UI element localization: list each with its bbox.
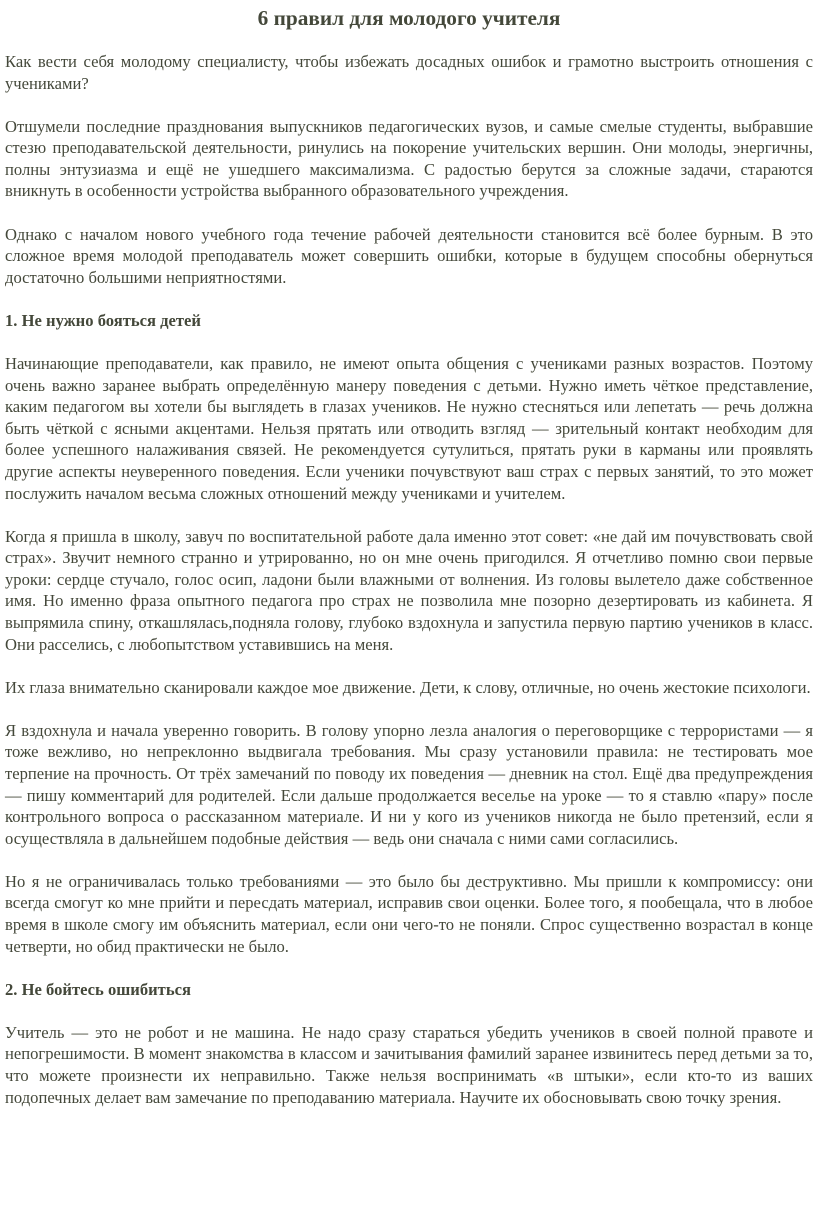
paragraph: Однако с началом нового учебного года течение рабочей деятельности становится всё более бурным. В это сложное время молодой преподаватель может совершить ошибки, которые в будущем способны обернуться достаточно большими неприятностями. xyxy=(5,224,813,287)
paragraph: Я вздохнула и начала уверенно говорить. В голову упорно лезла аналогия о переговорщике с террористами — я тоже вежливо, но непреклонно выдвигала требования. Мы сразу установили правила: не тестировать мое терпение на прочность. От трёх замечаний по поводу их поведения — дневник на стол. Ещё два предупреждения — пишу комментарий для родителей. Если дальше продолжается веселье на уроке — то я ставлю «пару» после контрольного вопроса о рассказанном материале. И ни у кого из учеников никогда не было претензий, если я осуществляла в дальнейшем подобные действия — ведь они сначала с ними сами согласились. xyxy=(5,720,813,848)
section-heading: 1. Не нужно бояться детей xyxy=(5,310,201,330)
paragraph: Когда я пришла в школу, завуч по воспитательной работе дала именно этот совет: «не дай им почувствовать свой страх». Звучит немного странно и утрированно, но он мне очень пригодился. Я отчетливо помню свои первые уроки: сердце стучало, голос осип, ладони были влажными от волнения. Из головы вылетело даже собственное имя. Но именно фраза опытного педагога про страх не позволила мне позорно дезертировать из кабинета. Я выпрямила спину, откашлялась,подняла голову, глубоко вздохнула и запустила первую партию учеников в класс. Они расселись, с любопытством уставившись на меня. xyxy=(5,526,813,654)
paragraph: Но я не ограничивалась только требованиями — это было бы деструктивно. Мы пришли к компромиссу: они всегда смогут ко мне прийти и пересдать материал, исправив свои оценки. Более того, я пообещала, что в любое время в школе смогу им объяснить материал, если они чего-то не поняли. Спрос существенно возрастал в конце четверти, но обид практически не было. xyxy=(5,871,813,956)
section-heading: 2. Не бойтесь ошибиться xyxy=(5,979,191,999)
paragraph: Отшумели последние празднования выпускников педагогических вузов, и самые смелые студенты, выбравшие стезю преподавательской деятельности, ринулись на покорение учительских вершин. Они молоды, энергичны, полны энтузиазма и ещё не ушедшего максимализма. С радостью берутся за сложные задачи, стараются вникнуть в особенности устройства выбранного образовательного учреждения. xyxy=(5,116,813,201)
paragraph: Их глаза внимательно сканировали каждое мое движение. Дети, к слову, отличные, но очень жестокие психологи. xyxy=(5,677,811,697)
intro-paragraph: Как вести себя молодому специалисту, чтобы избежать досадных ошибок и грамотно выстроить отношения с учениками? xyxy=(5,52,813,93)
paragraph: Учитель — это не робот и не машина. Не надо сразу стараться убедить учеников в своей полной правоте и непогрешимости. В момент знакомства в классом и зачитывания фамилий заранее извинитесь перед детьми за то, что можете произнести их неправильно. Также нельзя воспринимать «в штыки», если кто-то из ваших подопечных делает вам замечание по преподаванию материала. Научите их обосновывать свою точку зрения. xyxy=(5,1022,813,1107)
document-page xyxy=(5,0,813,1108)
document-title: 6 правил для молодого учителя xyxy=(257,6,561,30)
paragraph: Начинающие преподаватели, как правило, не имеют опыта общения с учениками разных возрастов. Поэтому очень важно заранее выбрать определённую манеру поведения с детьми. Нужно иметь чёткое представление, каким педагогом вы хотели бы выглядеть в глазах учеников. Не нужно стесняться или лепетать — речь должна быть чёткой с ясными акцентами. Нельзя прятать или отводить взгляд — зрительный контакт необходим для более успешного налаживания связей. Не рекомендуется сутулиться, прятать руки в карманы или проявлять другие аспекты неуверенного поведения. Если ученики почувствуют ваш страх с первых занятий, то это может послужить началом весьма сложных отношений между учениками и учителем. xyxy=(5,353,813,503)
